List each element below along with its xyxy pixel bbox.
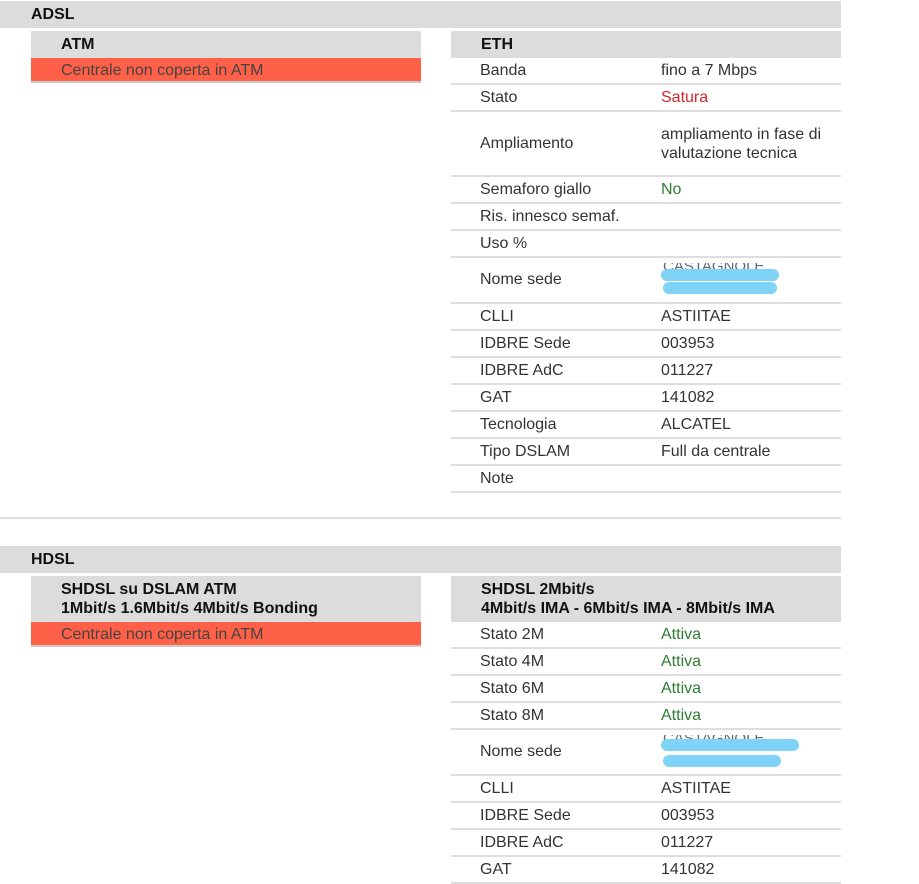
row-label: Ris. innesco semaf.	[480, 207, 620, 225]
eth-row-idbre-sede	[451, 331, 841, 358]
shdsl-table	[451, 622, 841, 884]
eth-row-banda	[451, 58, 841, 85]
redaction-mark	[663, 282, 777, 294]
status-value: Attiva	[661, 707, 702, 724]
row-label: Note	[480, 469, 514, 487]
row-label: CLLI	[480, 307, 514, 325]
shdsl-header	[451, 576, 841, 622]
status-value: Attiva	[661, 680, 702, 697]
row-value: 011227	[661, 362, 714, 379]
row-label: IDBRE AdC	[480, 361, 564, 379]
eth-header: ETH	[451, 31, 841, 58]
row-value: ASTIITAE	[661, 780, 731, 797]
row-label: Stato 6M	[480, 679, 545, 697]
eth-row-idbre-adc	[451, 358, 841, 385]
row-label: IDBRE Sede	[480, 334, 571, 352]
shdsl-header-line2: 4Mbit/s IMA - 6Mbit/s IMA - 8Mbit/s IMA	[481, 600, 775, 617]
adsl-section-header: ADSL	[0, 1, 841, 28]
eth-table	[451, 58, 841, 493]
row-label: Banda	[480, 61, 527, 79]
redacted-site-name	[661, 735, 801, 769]
row-value: ASTIITAE	[661, 308, 731, 325]
shdsl-atm-coverage-alert: Centrale non coperta in ATM	[31, 622, 421, 647]
eth-row-note	[451, 466, 841, 493]
shdsl-atm-header-line2: 1Mbit/s 1.6Mbit/s 4Mbit/s Bonding	[61, 600, 318, 617]
shdsl-row-clli	[451, 776, 841, 803]
shdsl-atm-header	[31, 576, 421, 622]
redaction-mark	[661, 739, 799, 751]
eth-row-semaforo	[451, 177, 841, 204]
hdsl-section-header: HDSL	[0, 546, 841, 573]
shdsl-row-stato-4m	[451, 649, 841, 676]
row-label: Stato 8M	[480, 706, 545, 724]
eth-row-ris-innesco	[451, 204, 841, 231]
row-label: Nome sede	[480, 743, 562, 760]
atm-header: ATM	[31, 31, 421, 58]
eth-row-tecnologia	[451, 412, 841, 439]
row-label: GAT	[480, 388, 512, 406]
shdsl-row-idbre-adc	[451, 830, 841, 857]
eth-row-nome-sede	[451, 258, 841, 304]
section-divider	[0, 517, 841, 519]
eth-row-ampliamento	[451, 112, 841, 177]
status-value: Attiva	[661, 626, 702, 643]
row-label: Tipo DSLAM	[480, 442, 571, 460]
row-label: Stato 4M	[480, 652, 545, 670]
row-label: GAT	[480, 860, 512, 878]
redaction-mark	[661, 269, 779, 281]
shdsl-row-idbre-sede	[451, 803, 841, 830]
atm-coverage-alert: Centrale non coperta in ATM	[31, 58, 421, 83]
shdsl-row-gat	[451, 857, 841, 884]
eth-row-clli	[451, 304, 841, 331]
row-value: 003953	[661, 335, 715, 352]
row-value	[661, 263, 841, 297]
row-value: 141082	[661, 389, 715, 406]
row-value: 003953	[661, 807, 715, 824]
row-value: fino a 7 Mbps	[661, 62, 758, 79]
shdsl-row-stato-2m	[451, 622, 841, 649]
row-value: 011227	[661, 834, 714, 851]
eth-row-stato	[451, 85, 841, 112]
row-label: Tecnologia	[480, 415, 557, 433]
row-value: 141082	[661, 861, 715, 878]
status-value: Satura	[661, 89, 709, 106]
shdsl-row-stato-8m	[451, 703, 841, 730]
status-value: Attiva	[661, 653, 702, 670]
row-value: ampliamento in fase di valutazione tecnica	[661, 125, 822, 162]
row-label: Uso %	[480, 234, 528, 252]
row-label: Ampliamento	[480, 134, 574, 152]
row-label: Stato	[480, 88, 518, 106]
row-label: CLLI	[480, 779, 514, 797]
redacted-site-name	[661, 263, 801, 297]
eth-row-gat	[451, 385, 841, 412]
shdsl-row-stato-6m	[451, 676, 841, 703]
row-label: Semaforo giallo	[480, 180, 592, 198]
status-value: No	[661, 181, 682, 198]
row-label: Stato 2M	[480, 625, 545, 643]
row-label: IDBRE Sede	[480, 806, 571, 824]
redaction-mark	[663, 755, 781, 767]
row-value	[661, 735, 841, 769]
shdsl-row-nome-sede	[451, 730, 841, 776]
row-label: Nome sede	[480, 271, 562, 288]
row-value: Full da centrale	[661, 443, 771, 460]
row-label: IDBRE AdC	[480, 833, 564, 851]
shdsl-atm-header-line1: SHDSL su DSLAM ATM	[61, 581, 237, 598]
eth-row-tipo-dslam	[451, 439, 841, 466]
shdsl-header-line1: SHDSL 2Mbit/s	[481, 581, 595, 598]
row-value: ALCATEL	[661, 416, 731, 433]
eth-row-uso	[451, 231, 841, 258]
